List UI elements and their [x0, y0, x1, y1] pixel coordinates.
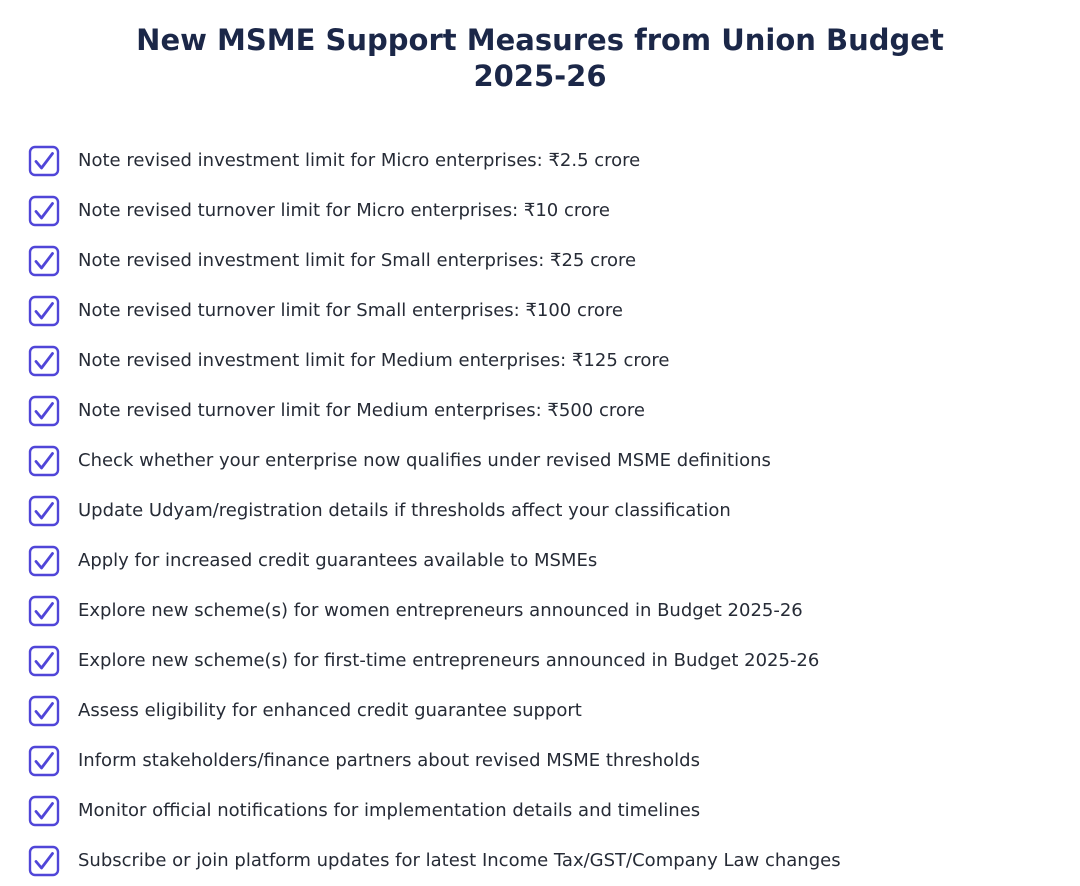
checked-checkbox-icon[interactable]: [28, 795, 60, 827]
checklist-item-label: Explore new scheme(s) for women entrepreneurs announced in Budget 2025-26: [78, 600, 803, 621]
checked-checkbox-icon[interactable]: [28, 395, 60, 427]
checklist-item-label: Monitor official notifications for implementation details and timelines: [78, 800, 701, 821]
checklist-item[interactable]: [28, 536, 1058, 586]
checklist-item-label: Note revised investment limit for Medium enterprises: ₹125 crore: [78, 350, 670, 371]
checklist-item-label: Note revised turnover limit for Micro enterprises: ₹10 crore: [78, 200, 610, 221]
checklist-item-label: Note revised investment limit for Micro enterprises: ₹2.5 crore: [78, 150, 641, 171]
checklist-item[interactable]: [28, 786, 1058, 836]
checklist-item-label: Update Udyam/registration details if thresholds affect your classification: [78, 500, 731, 521]
checked-checkbox-icon[interactable]: [28, 745, 60, 777]
checklist-item-label: Assess eligibility for enhanced credit guarantee support: [78, 700, 582, 721]
checklist-item-label: Apply for increased credit guarantees available to MSMEs: [78, 550, 598, 571]
checklist-item[interactable]: [28, 686, 1058, 736]
checklist-item[interactable]: [28, 236, 1058, 286]
checked-checkbox-icon[interactable]: [28, 245, 60, 277]
checklist-item-label: Check whether your enterprise now qualifies under revised MSME definitions: [78, 450, 771, 471]
checklist-item[interactable]: [28, 436, 1058, 486]
checked-checkbox-icon[interactable]: [28, 545, 60, 577]
checklist-item[interactable]: [28, 136, 1058, 186]
checked-checkbox-icon[interactable]: [28, 295, 60, 327]
checked-checkbox-icon[interactable]: [28, 645, 60, 677]
checklist-item-label: Inform stakeholders/finance partners about revised MSME thresholds: [78, 750, 700, 771]
checklist-item[interactable]: [28, 736, 1058, 786]
checklist-item-label: Note revised turnover limit for Medium enterprises: ₹500 crore: [78, 400, 645, 421]
checklist-item-label: Explore new scheme(s) for first-time entrepreneurs announced in Budget 2025-26: [78, 650, 820, 671]
checked-checkbox-icon[interactable]: [28, 145, 60, 177]
checked-checkbox-icon[interactable]: [28, 495, 60, 527]
checklist-item-label: Note revised investment limit for Small enterprises: ₹25 crore: [78, 250, 637, 271]
checklist-item[interactable]: [28, 836, 1058, 886]
checklist-item[interactable]: [28, 636, 1058, 686]
checklist-item[interactable]: [28, 386, 1058, 436]
checklist-item[interactable]: [28, 336, 1058, 386]
checked-checkbox-icon[interactable]: [28, 595, 60, 627]
checklist-item-label: Note revised turnover limit for Small enterprises: ₹100 crore: [78, 300, 623, 321]
checked-checkbox-icon[interactable]: [28, 445, 60, 477]
checked-checkbox-icon[interactable]: [28, 695, 60, 727]
checked-checkbox-icon[interactable]: [28, 195, 60, 227]
checklist: [28, 136, 1058, 886]
checklist-item[interactable]: [28, 486, 1058, 536]
checklist-item-label: Subscribe or join platform updates for latest Income Tax/GST/Company Law changes: [78, 850, 841, 871]
checked-checkbox-icon[interactable]: [28, 845, 60, 877]
checklist-item[interactable]: [28, 186, 1058, 236]
checklist-item[interactable]: [28, 286, 1058, 336]
checklist-item[interactable]: [28, 586, 1058, 636]
page-title: New MSME Support Measures from Union Budget 2025-26: [136, 23, 944, 93]
checked-checkbox-icon[interactable]: [28, 345, 60, 377]
